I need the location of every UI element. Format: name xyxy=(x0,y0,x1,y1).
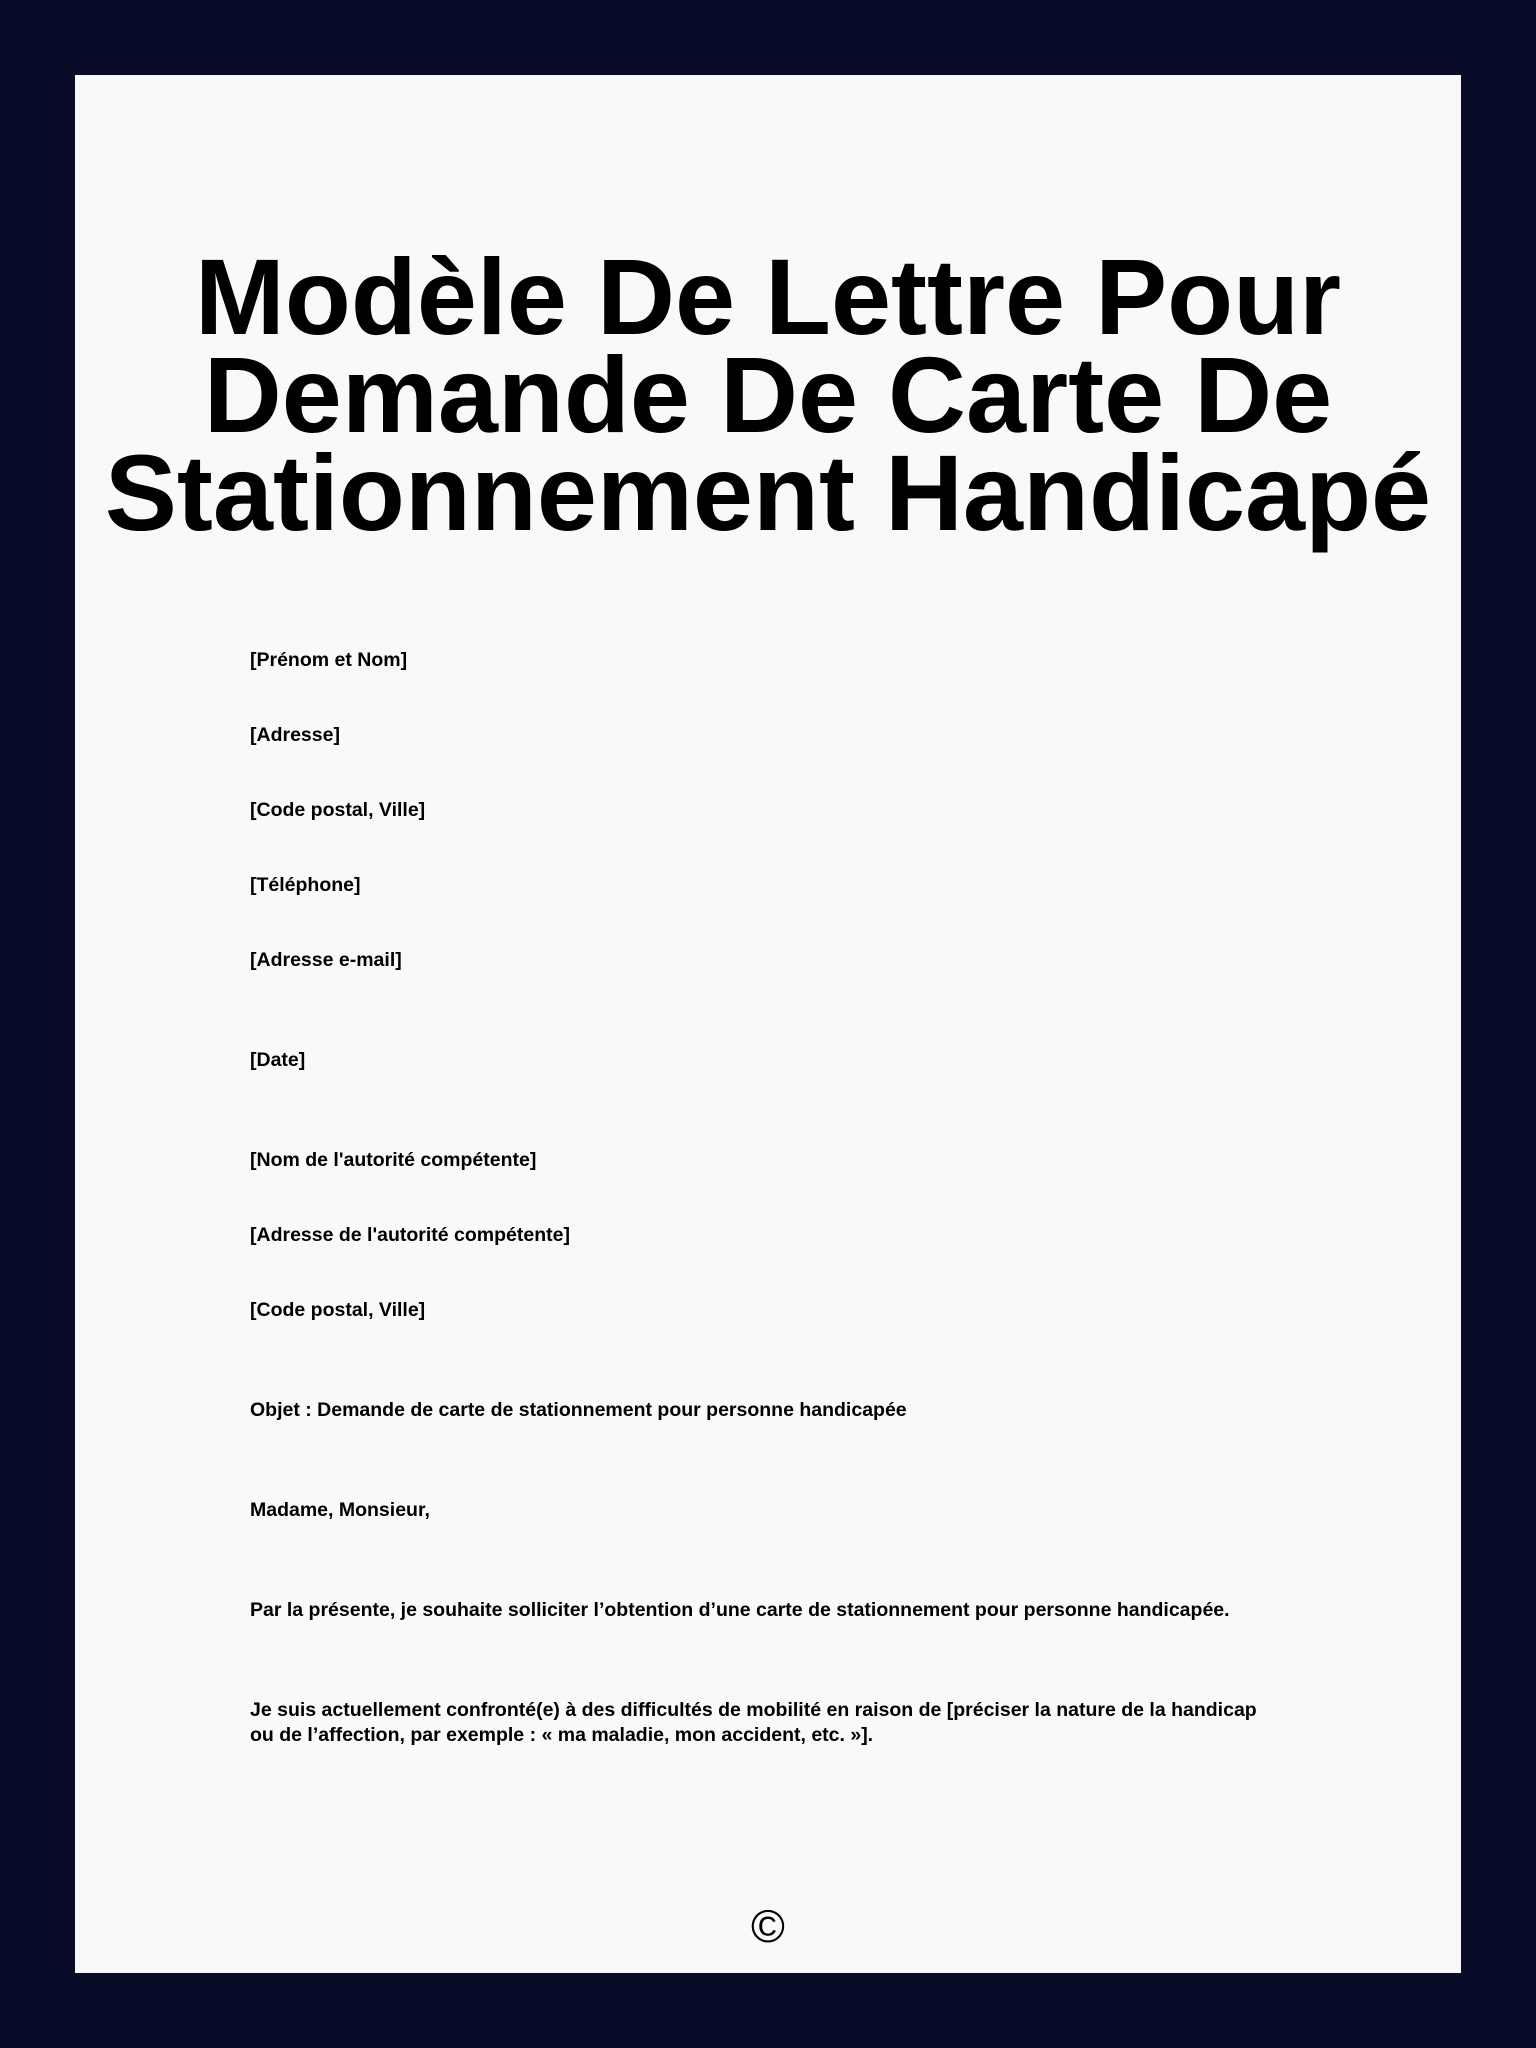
letter-salutation: Madame, Monsieur, xyxy=(250,1499,430,1521)
sender-address: [Adresse] xyxy=(250,724,340,746)
recipient-authority-address: [Adresse de l'autorité compétente] xyxy=(250,1224,570,1246)
letter-date: [Date] xyxy=(250,1049,306,1071)
sender-phone: [Téléphone] xyxy=(250,874,361,896)
letter-page xyxy=(75,75,1461,1973)
copyright-icon: © xyxy=(751,1900,785,1952)
sender-name: [Prénom et Nom] xyxy=(250,649,408,671)
recipient-postal-city: [Code postal, Ville] xyxy=(250,1299,426,1321)
title-line-1: Modèle De Lettre Pour xyxy=(194,236,1342,357)
letter-paragraph-1: Par la présente, je souhaite solliciter l’obtention d’une carte de stationnement pour personne handicapée. xyxy=(250,1599,1230,1621)
title-line-2: Demande De Carte De xyxy=(203,334,1333,455)
sender-postal-city: [Code postal, Ville] xyxy=(250,799,426,821)
letter-paragraph-2: Je suis actuellement confronté(e) à des difficultés de mobilité en raison de [préciser la nature de la handicap ou de l’affection, par exemple : « ma maladie, mon accident, etc. »]. xyxy=(250,1699,1257,1746)
sender-email: [Adresse e-mail] xyxy=(250,949,402,971)
title-line-3: Stationnement Handicapé xyxy=(104,432,1432,553)
letter-subject: Objet : Demande de carte de stationnement pour personne handicapée xyxy=(250,1399,907,1421)
document-title xyxy=(75,236,1461,553)
recipient-authority-name: [Nom de l'autorité compétente] xyxy=(250,1149,537,1171)
